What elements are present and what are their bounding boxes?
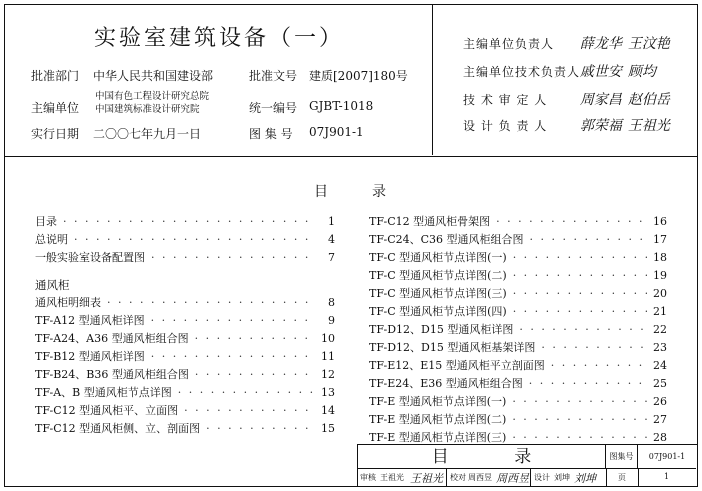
- toc-leader: [63, 215, 315, 228]
- design-signature: 刘坤: [574, 472, 596, 485]
- toc-entry-title: TF-A12 型通风柜详图: [35, 314, 145, 327]
- section-title: 通风柜: [35, 278, 70, 292]
- toc-entry-page: 28: [653, 431, 667, 444]
- responsible-row: [463, 61, 656, 87]
- toc-entry-title: TF-C12 型通风柜侧、立、剖面图: [35, 422, 201, 435]
- atlas-label: 图集号: [606, 445, 638, 469]
- editor-unit-label: 主编单位: [31, 101, 80, 115]
- signature-2: 顾均: [627, 64, 656, 80]
- toc-leader: [529, 377, 647, 390]
- toc-entry[interactable]: [369, 357, 667, 375]
- toc-leader: [541, 341, 647, 354]
- toc-entry-title: TF-E 型通风柜节点详图(三): [369, 431, 507, 444]
- toc-entry[interactable]: [369, 249, 667, 267]
- unified-no-label: 统一编号: [249, 101, 298, 115]
- toc-entry-title: TF-C 型通风柜节点详图(一): [369, 251, 507, 264]
- design-name: 刘坤: [554, 473, 570, 482]
- toc-entry-page: 15: [321, 422, 335, 435]
- toc-entry-title: TF-C 型通风柜节点详图(四): [369, 305, 507, 318]
- responsible-role: 设 计 负 责 人: [463, 119, 548, 133]
- divider: [446, 469, 447, 486]
- toc-entry-page: 8: [328, 296, 335, 309]
- signature-2: 王汶艳: [627, 36, 670, 52]
- toc-entry-title: TF-D12、D15 型通风柜基架详图: [369, 341, 536, 354]
- review-name: 王祖光: [380, 473, 404, 482]
- toc-leader: [530, 233, 647, 246]
- atlas-no-label: 图 集 号: [249, 127, 293, 141]
- impl-date-label: 实行日期: [31, 127, 80, 141]
- toc-entry-title: TF-C12 型通风柜平、立面图: [35, 404, 179, 417]
- divider: [530, 469, 531, 486]
- toc-leader: [519, 323, 647, 336]
- toc-entry[interactable]: [35, 420, 335, 438]
- toc-entry-title: TF-C 型通风柜节点详图(三): [369, 287, 507, 300]
- signature-1: 戚世安: [579, 64, 622, 80]
- editor-unit-2: 中国建筑标准设计研究院: [95, 104, 200, 115]
- toc-entry-page: 12: [321, 368, 335, 381]
- drawing-sheet: [4, 4, 698, 487]
- toc-entry-title: TF-C24、C36 型通风柜组合图: [369, 233, 524, 246]
- divider: [638, 469, 639, 486]
- toc-entry-title: TF-B12 型通风柜详图: [35, 350, 145, 363]
- toc-entry[interactable]: [35, 294, 335, 312]
- toc-entry-page: 9: [328, 314, 335, 327]
- atlas-number: 07J901-1: [638, 445, 696, 469]
- toc-leader: [151, 314, 315, 327]
- page-title: 实验室建筑设备（一）: [93, 26, 344, 51]
- toc-entry-page: 4: [328, 233, 335, 246]
- page-number: 1: [664, 472, 670, 481]
- toc-entry-title: TF-A、B 型通风柜节点详图: [35, 386, 172, 399]
- toc-entry-page: 16: [653, 215, 667, 228]
- header: [5, 5, 697, 157]
- toc-entry-page: 19: [653, 269, 667, 282]
- approval-dept: 中华人民共和国建设部: [93, 69, 214, 83]
- toc-entry[interactable]: [369, 411, 667, 429]
- responsible-row: [463, 33, 670, 59]
- toc-entry[interactable]: [35, 249, 335, 267]
- toc-leader: [513, 287, 647, 300]
- toc-entry-title: TF-C12 型通风柜骨架图: [369, 215, 491, 228]
- approval-no-label: 批准文号: [249, 69, 298, 83]
- toc-entry-title: TF-E 型通风柜节点详图(二): [369, 413, 507, 426]
- toc-leader: [206, 422, 315, 435]
- toc-leader: [496, 215, 647, 228]
- signature: [580, 89, 670, 109]
- toc-entry-page: 14: [321, 404, 335, 417]
- toc-leader: [151, 350, 315, 363]
- toc-leader: [512, 431, 647, 444]
- toc-entry-page: 18: [653, 251, 667, 264]
- toc-leader: [513, 305, 647, 318]
- toc-entry-page: 7: [328, 251, 335, 264]
- impl-date: 二〇〇七年九月一日: [93, 127, 202, 141]
- toc-leader: [184, 404, 315, 417]
- unified-no: GJBT-1018: [309, 99, 374, 113]
- toc-entry-page: 21: [653, 305, 667, 318]
- toc-leader: [195, 332, 315, 345]
- signature-1: 郭荣福: [579, 118, 622, 134]
- signature-1: 周家昌: [579, 92, 622, 108]
- toc-leader: [74, 233, 315, 246]
- toc-leader: [178, 386, 315, 399]
- toc-entry[interactable]: [35, 402, 335, 420]
- toc-entry[interactable]: [35, 231, 335, 249]
- toc-entry[interactable]: [369, 267, 667, 285]
- toc-entry-title: TF-A24、A36 型通风柜组合图: [35, 332, 189, 345]
- toc-entry[interactable]: [369, 321, 667, 339]
- toc-heading: [5, 181, 697, 201]
- toc-leader: [512, 395, 647, 408]
- divider: [606, 469, 607, 486]
- toc-right-column: [369, 213, 667, 447]
- toc-entry-title: TF-B24、B36 型通风柜组合图: [35, 368, 189, 381]
- toc-entry[interactable]: [369, 303, 667, 321]
- toc-entry[interactable]: [369, 339, 667, 357]
- toc-leader: [107, 296, 315, 309]
- approval-dept-label: 批准部门: [31, 69, 80, 83]
- signature: [580, 115, 670, 135]
- toc-entry-title: TF-E12、E15 型通风柜平立剖面图: [369, 359, 545, 372]
- toc-heading-char-1: 目: [314, 184, 330, 200]
- signature: [580, 33, 670, 53]
- signature-2: 赵伯岳: [627, 92, 670, 108]
- responsible-role: 主编单位负责人: [463, 37, 555, 51]
- toc-entry-page: 25: [653, 377, 667, 390]
- toc-entry-page: 26: [653, 395, 667, 408]
- review-signature: 王祖光: [410, 472, 443, 485]
- review-label: 审核: [360, 473, 376, 482]
- toc-entry-page: 23: [653, 341, 667, 354]
- toc-entry-page: 13: [321, 386, 335, 399]
- page-label: 页: [618, 473, 626, 482]
- responsible-row: [463, 115, 670, 141]
- title-block: [357, 444, 697, 486]
- toc-entry[interactable]: [35, 312, 335, 330]
- title-block-title: 目 录: [358, 445, 606, 469]
- toc-entry-page: 27: [653, 413, 667, 426]
- toc-entry[interactable]: [369, 393, 667, 411]
- toc-heading-char-2: 录: [372, 184, 388, 200]
- responsible-role: 技 术 审 定 人: [463, 93, 548, 107]
- header-info: [5, 5, 433, 155]
- toc-leader: [151, 251, 315, 264]
- signature-1: 薛龙华: [579, 36, 622, 52]
- toc-entry[interactable]: [35, 213, 335, 231]
- toc-leader: [513, 269, 647, 282]
- check-label: 校对: [450, 473, 466, 482]
- design-label: 设计: [534, 473, 550, 482]
- toc-entry-title: 一般实验室设备配置图: [35, 251, 145, 264]
- toc-left-column: [35, 213, 335, 438]
- toc-entry-page: 1: [328, 215, 335, 228]
- toc-entry-page: 17: [653, 233, 667, 246]
- toc-entry-title: TF-E 型通风柜节点详图(一): [369, 395, 507, 408]
- responsible-role: 主编单位技术负责人: [463, 65, 581, 79]
- toc-entry[interactable]: [35, 330, 335, 348]
- toc-entry[interactable]: [35, 348, 335, 366]
- responsible-row: [463, 89, 670, 115]
- toc-entry[interactable]: [369, 375, 667, 393]
- toc-entry[interactable]: [369, 213, 667, 231]
- toc-entry-title: TF-E24、E36 型通风柜组合图: [369, 377, 523, 390]
- toc-leader: [512, 413, 647, 426]
- signature-2: 王祖光: [627, 118, 670, 134]
- toc-entry-title: TF-C 型通风柜节点详图(二): [369, 269, 507, 282]
- toc-entry[interactable]: [369, 285, 667, 303]
- toc-entry-title: 目录: [35, 215, 57, 228]
- check-signature: 周西昱: [496, 472, 529, 485]
- signature: [580, 61, 656, 81]
- responsible-persons: [435, 5, 697, 155]
- toc-entry-title: 总说明: [35, 233, 68, 246]
- atlas-no: 07J901-1: [309, 125, 364, 139]
- toc-entry[interactable]: [35, 366, 335, 384]
- editor-unit-1: 中国有色工程设计研究总院: [95, 91, 210, 102]
- approval-no: 建质[2007]180号: [309, 69, 408, 83]
- toc-entry-page: 24: [653, 359, 667, 372]
- check-name: 周西昱: [468, 473, 492, 482]
- toc-entry-title: 通风柜明细表: [35, 296, 101, 309]
- toc-entry-page: 20: [653, 287, 667, 300]
- toc-entry[interactable]: [35, 384, 335, 402]
- toc-leader: [513, 251, 647, 264]
- toc-entry-title: TF-D12、D15 型通风柜详图: [369, 323, 514, 336]
- toc-leader: [195, 368, 315, 381]
- toc-entry-page: 11: [321, 350, 335, 363]
- title-block-signatures: [358, 469, 696, 486]
- toc-leader: [551, 359, 647, 372]
- toc-entry[interactable]: [369, 231, 667, 249]
- toc-entry-page: 22: [653, 323, 667, 336]
- toc-entry-page: 10: [321, 332, 335, 345]
